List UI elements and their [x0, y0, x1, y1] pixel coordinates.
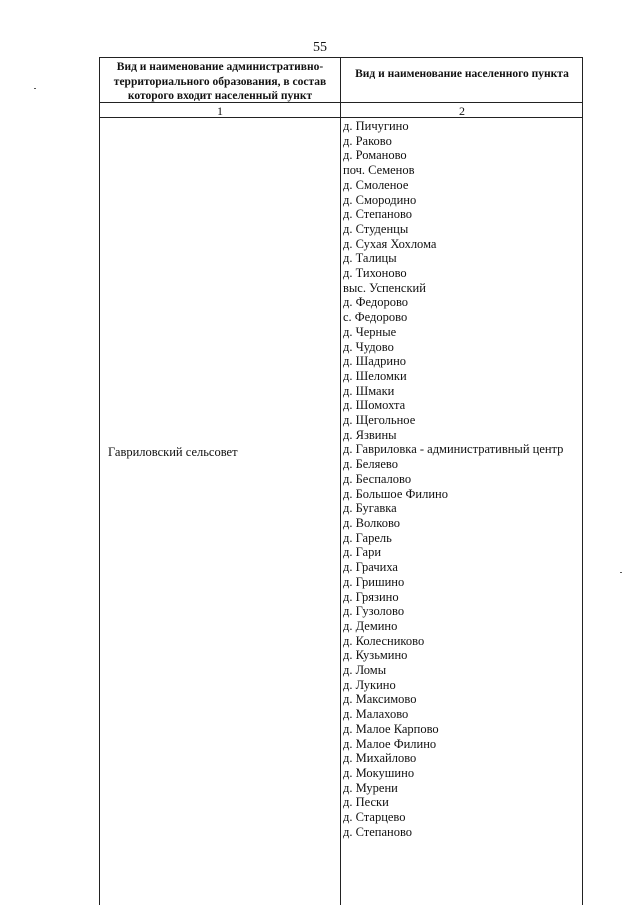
settlement-item: д. Беспалово [343, 471, 412, 486]
settlement-item: д. Раково [343, 133, 392, 148]
settlement-item: д. Сухая Хохлома [343, 236, 437, 251]
column-number-2: 2 [459, 104, 465, 118]
settlement-item: д. Лукино [343, 677, 396, 692]
settlement-item: д. Ломы [343, 663, 387, 678]
settlement-item: д. Грязино [343, 589, 399, 604]
settlements-table [99, 57, 583, 905]
settlement-item: д. Талицы [343, 251, 397, 266]
settlement-item: д. Смородино [343, 192, 417, 207]
settlement-item: д. Большое Филино [343, 486, 448, 501]
column-number-1: 1 [217, 104, 223, 118]
page-number: 55 [313, 40, 327, 55]
settlement-item: д. Студенцы [343, 221, 409, 236]
settlement-item: д. Мурени [343, 780, 398, 795]
column-header-settlement: Вид и наименование населенного пункта [355, 68, 569, 80]
settlement-item: д. Малое Филино [343, 736, 437, 751]
settlement-item: поч. Семенов [343, 163, 415, 178]
settlement-item: д. Степаново [343, 207, 413, 222]
settlement-item: д. Демино [343, 618, 398, 633]
settlement-item: д. Шеломки [343, 368, 407, 383]
settlement-item: д. Тихоново [343, 266, 407, 281]
settlement-item: д. Щегольное [343, 413, 416, 428]
scan-speck [620, 572, 622, 573]
settlement-list [343, 119, 563, 839]
settlement-item: д. Колесниково [343, 633, 425, 648]
settlement-item: д. Гришино [343, 574, 405, 589]
settlement-item: д. Максимово [343, 692, 417, 707]
settlement-item: д. Гузолово [343, 604, 405, 619]
settlement-item: д. Пичугино [343, 119, 409, 133]
settlement-item: д. Пески [343, 795, 389, 810]
municipality-name: Гавриловский сельсовет [108, 445, 238, 459]
settlement-item: д. Степаново [343, 824, 413, 839]
column-header-administrative-unit: Вид и наименование административно-территориального образования, в состав которого входит населенный пункт [113, 61, 327, 102]
settlement-item: д. Смоленое [343, 177, 409, 192]
settlement-item: д. Бугавка [343, 501, 397, 516]
settlement-item: д. Гарель [343, 530, 392, 545]
settlement-item: д. Малахово [343, 707, 409, 722]
settlement-item: д. Федорово [343, 295, 409, 310]
settlement-item: д. Волково [343, 515, 401, 530]
settlement-item: д. Старцево [343, 810, 406, 825]
scan-speck [34, 88, 36, 89]
settlement-item: выс. Успенский [343, 280, 426, 295]
settlement-item: д. Беляево [343, 457, 398, 472]
settlement-item: д. Черные [343, 324, 397, 339]
settlement-item: д. Чудово [343, 339, 394, 354]
settlement-item: д. Шомохта [343, 398, 406, 413]
settlement-item: д. Грачиха [343, 560, 398, 575]
column-divider [340, 57, 341, 905]
settlement-item: д. Гавриловка - административный центр [343, 442, 564, 457]
settlement-item: д. Шадрино [343, 354, 407, 369]
settlement-item: д. Гари [343, 545, 382, 560]
settlement-item: д. Кузьмино [343, 648, 408, 663]
settlement-item: д. Язвины [343, 427, 397, 442]
settlement-item: д. Шмаки [343, 383, 395, 398]
settlement-item: с. Федорово [343, 310, 408, 325]
settlement-item: д. Малое Карпово [343, 721, 439, 736]
settlement-item: д. Михайлово [343, 751, 417, 766]
table-top-border [100, 57, 582, 58]
settlement-item: д. Мокушино [343, 765, 415, 780]
settlement-item: д. Романово [343, 148, 407, 163]
